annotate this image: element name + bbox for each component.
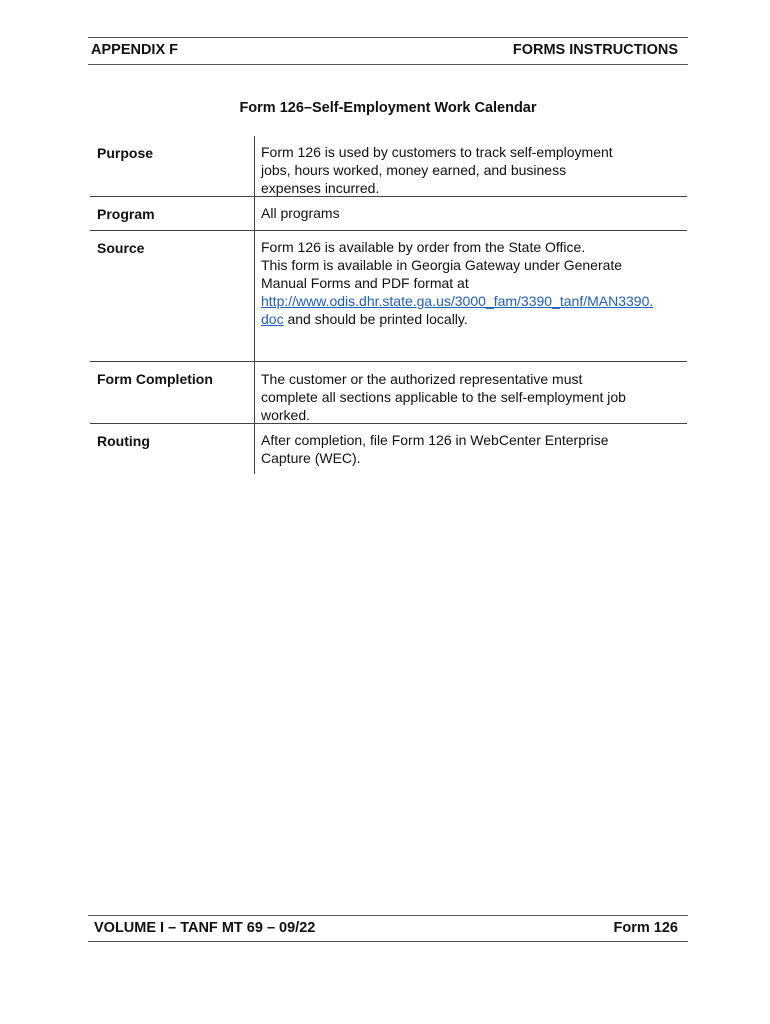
text-line — [261, 310, 686, 328]
table-row-source — [90, 231, 687, 362]
header-section-label: FORMS INSTRUCTIONS — [512, 42, 678, 58]
row-label-source: Source — [97, 240, 145, 256]
text-line: Manual Forms and PDF format at — [261, 275, 469, 291]
row-label-routing: Routing — [97, 433, 150, 449]
text-line: Capture (WEC). — [261, 450, 361, 466]
row-content-source — [261, 238, 686, 328]
text-line: jobs, hours worked, money earned, and business — [261, 162, 567, 178]
text-line: worked. — [261, 407, 311, 423]
form-url-link-continued[interactable]: doc — [261, 311, 284, 327]
text-line: After completion, file Form 126 in WebCenter Enterprise — [261, 432, 609, 448]
instructions-table — [90, 136, 687, 474]
page-footer — [88, 915, 688, 942]
row-label-purpose: Purpose — [97, 145, 154, 161]
table-row-program — [90, 197, 687, 231]
table-row-form-completion — [90, 362, 687, 424]
header-appendix-label: APPENDIX F — [91, 42, 179, 58]
footer-form-label: Form 126 — [613, 920, 678, 936]
form-url-link[interactable]: http://www.odis.dhr.state.ga.us/3000_fam/3390_tanf/MAN3390. — [261, 293, 654, 309]
text-line: expenses incurred. — [261, 180, 380, 196]
row-content-routing — [261, 431, 686, 467]
page-header — [88, 37, 688, 65]
row-content-purpose — [261, 143, 686, 197]
table-row-purpose — [90, 136, 687, 197]
text-line: complete all sections applicable to the self-employment job — [261, 389, 626, 405]
text-line: The customer or the authorized representative must — [261, 371, 583, 387]
row-label-form-completion: Form Completion — [97, 371, 213, 387]
text-line — [261, 292, 686, 310]
footer-volume-label: VOLUME I – TANF MT 69 – 09/22 — [94, 920, 316, 936]
page-title: Form 126–Self-Employment Work Calendar — [239, 100, 537, 116]
text-line: All programs — [261, 205, 340, 221]
text-line: This form is available in Georgia Gateway under Generate — [261, 257, 623, 273]
text-line: Form 126 is available by order from the State Office. — [261, 239, 586, 255]
row-label-program: Program — [97, 206, 155, 222]
text-after-link: and should be printed locally. — [283, 311, 468, 327]
table-row-routing — [90, 424, 687, 474]
row-content-program — [261, 204, 686, 222]
text-line: Form 126 is used by customers to track self-employment — [261, 144, 613, 160]
row-content-form-completion — [261, 370, 686, 424]
